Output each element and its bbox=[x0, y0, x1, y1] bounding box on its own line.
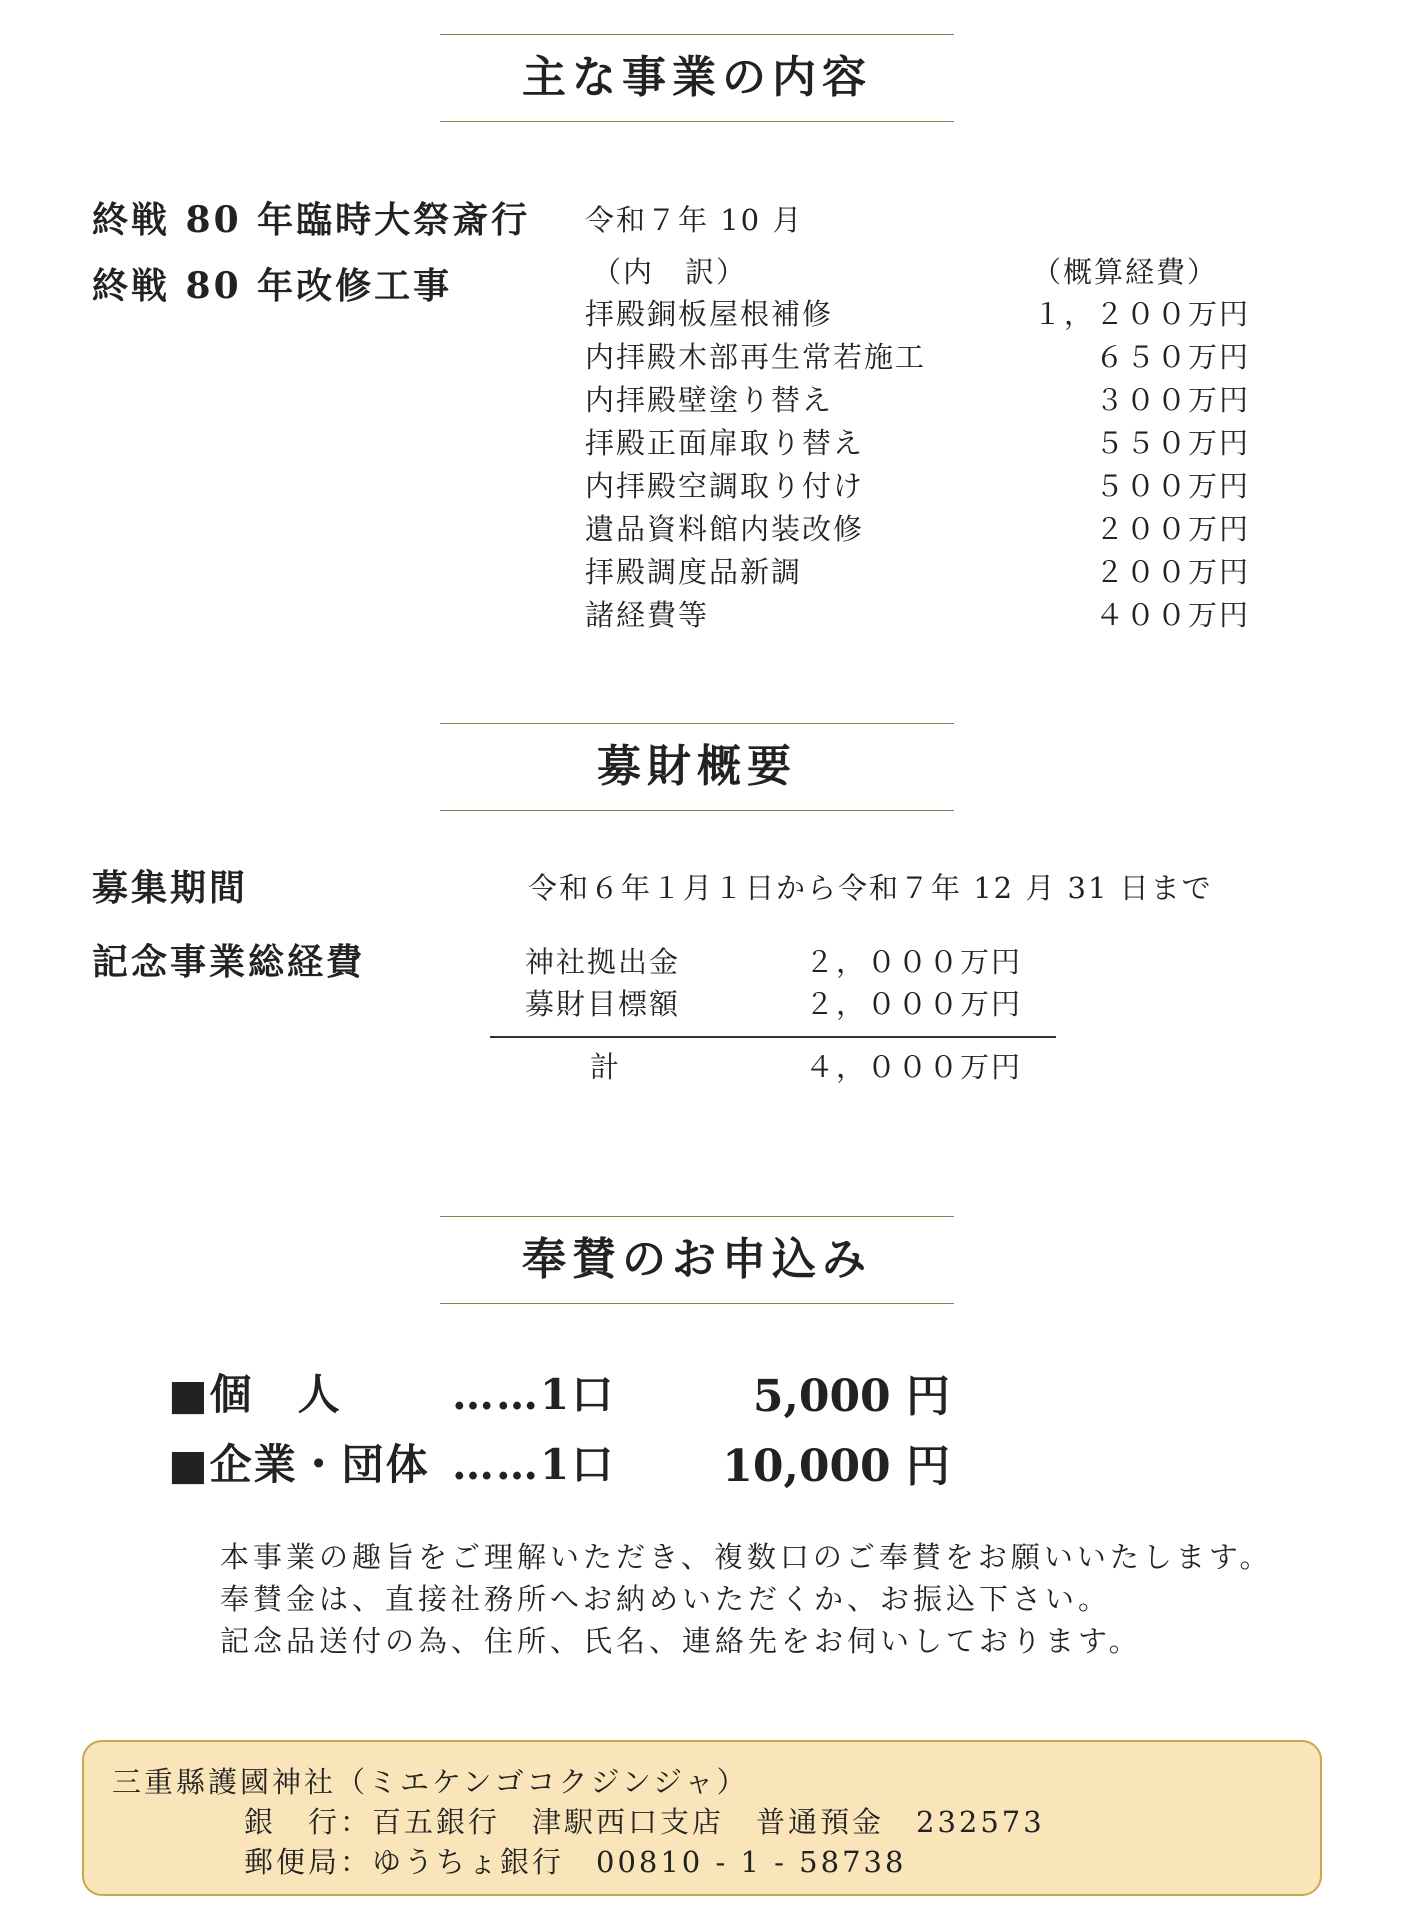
list-item-amount: ５５０万円 bbox=[1094, 426, 1250, 460]
header-rule-bottom bbox=[440, 121, 954, 122]
note-line: 記念品送付の為、住所、氏名、連絡先をお伺いしております。 bbox=[220, 1624, 1142, 1658]
funding-row-amount: ２，０００万円 bbox=[804, 945, 1022, 979]
sum-label: 計 bbox=[590, 1050, 622, 1084]
section-title-fundraising: 募財概要 bbox=[597, 741, 797, 792]
application-corporate-amount: 10,000 円 bbox=[722, 1441, 950, 1492]
note-line: 奉賛金は、直接社務所へお納めいただくか、お振込下さい。 bbox=[220, 1582, 1112, 1616]
sum-divider bbox=[490, 1036, 1056, 1038]
shrine-name: 三重縣護國神社（ミエケンゴコクジンジャ） bbox=[112, 1765, 749, 1799]
period-value: 令和６年１月１日から令和７年 12 月 31 日まで bbox=[528, 871, 1213, 905]
list-item-amount: ６５０万円 bbox=[1094, 340, 1250, 374]
period-label: 募集期間 bbox=[92, 867, 249, 909]
application-individual-label: ■個 人 bbox=[168, 1370, 342, 1419]
funding-row-name: 募財目標額 bbox=[525, 987, 681, 1021]
list-item-amount: ２００万円 bbox=[1094, 555, 1250, 589]
total-cost-label: 記念事業総経費 bbox=[92, 941, 366, 983]
list-item-name: 拝殿銅板屋根補修 bbox=[585, 297, 834, 331]
postal-account: 郵便局：ゆうちょ銀行 00810 - 1 - 58738 bbox=[244, 1845, 907, 1879]
list-item-name: 拝殿調度品新調 bbox=[585, 555, 803, 589]
list-item-amount: ３００万円 bbox=[1094, 383, 1250, 417]
item-festival-date: 令和７年 10 月 bbox=[585, 203, 804, 237]
application-individual-amount: 5,000 円 bbox=[752, 1371, 950, 1422]
sum-amount: ４，０００万円 bbox=[804, 1050, 1022, 1084]
list-item-amount: ４００万円 bbox=[1094, 598, 1250, 632]
list-item-amount: ２００万円 bbox=[1094, 512, 1250, 546]
list-item-amount: １，２００万円 bbox=[1032, 297, 1250, 331]
list-item-name: 内拝殿木部再生常若施工 bbox=[585, 340, 927, 374]
list-item-name: 諸経費等 bbox=[585, 598, 710, 632]
section-title-business: 主な事業の内容 bbox=[522, 52, 872, 103]
section-header-application bbox=[440, 1216, 954, 1304]
list-item-name: 内拝殿空調取り付け bbox=[585, 469, 865, 503]
header-rule-bottom bbox=[440, 810, 954, 811]
item-repair-label: 終戦 80 年改修工事 bbox=[92, 265, 453, 307]
list-item-name: 内拝殿壁塗り替え bbox=[585, 383, 834, 417]
application-individual-unit: ……1口 bbox=[452, 1370, 616, 1419]
payment-info-box bbox=[82, 1740, 1322, 1896]
cost-header: （概算経費） bbox=[1032, 255, 1219, 289]
funding-row-amount: ２，０００万円 bbox=[804, 987, 1022, 1021]
breakdown-header: （内 訳） bbox=[592, 255, 748, 289]
section-header-fundraising bbox=[440, 723, 954, 811]
section-header-business bbox=[440, 34, 954, 122]
section-title-application: 奉賛のお申込み bbox=[522, 1234, 872, 1285]
item-festival-label: 終戦 80 年臨時大祭斎行 bbox=[92, 199, 531, 241]
bank-account: 銀 行：百五銀行 津駅西口支店 普通預金 232573 bbox=[244, 1805, 1045, 1839]
header-rule-bottom bbox=[440, 1303, 954, 1304]
application-corporate-unit: ……1口 bbox=[452, 1440, 616, 1489]
note-line: 本事業の趣旨をご理解いただき、複数口のご奉賛をお願いいたします。 bbox=[220, 1540, 1273, 1574]
funding-row-name: 神社拠出金 bbox=[525, 945, 681, 979]
list-item-name: 拝殿正面扉取り替え bbox=[585, 426, 865, 460]
application-corporate-label: ■企業・団体 bbox=[168, 1440, 430, 1489]
list-item-name: 遺品資料館内装改修 bbox=[585, 512, 865, 546]
list-item-amount: ５００万円 bbox=[1094, 469, 1250, 503]
